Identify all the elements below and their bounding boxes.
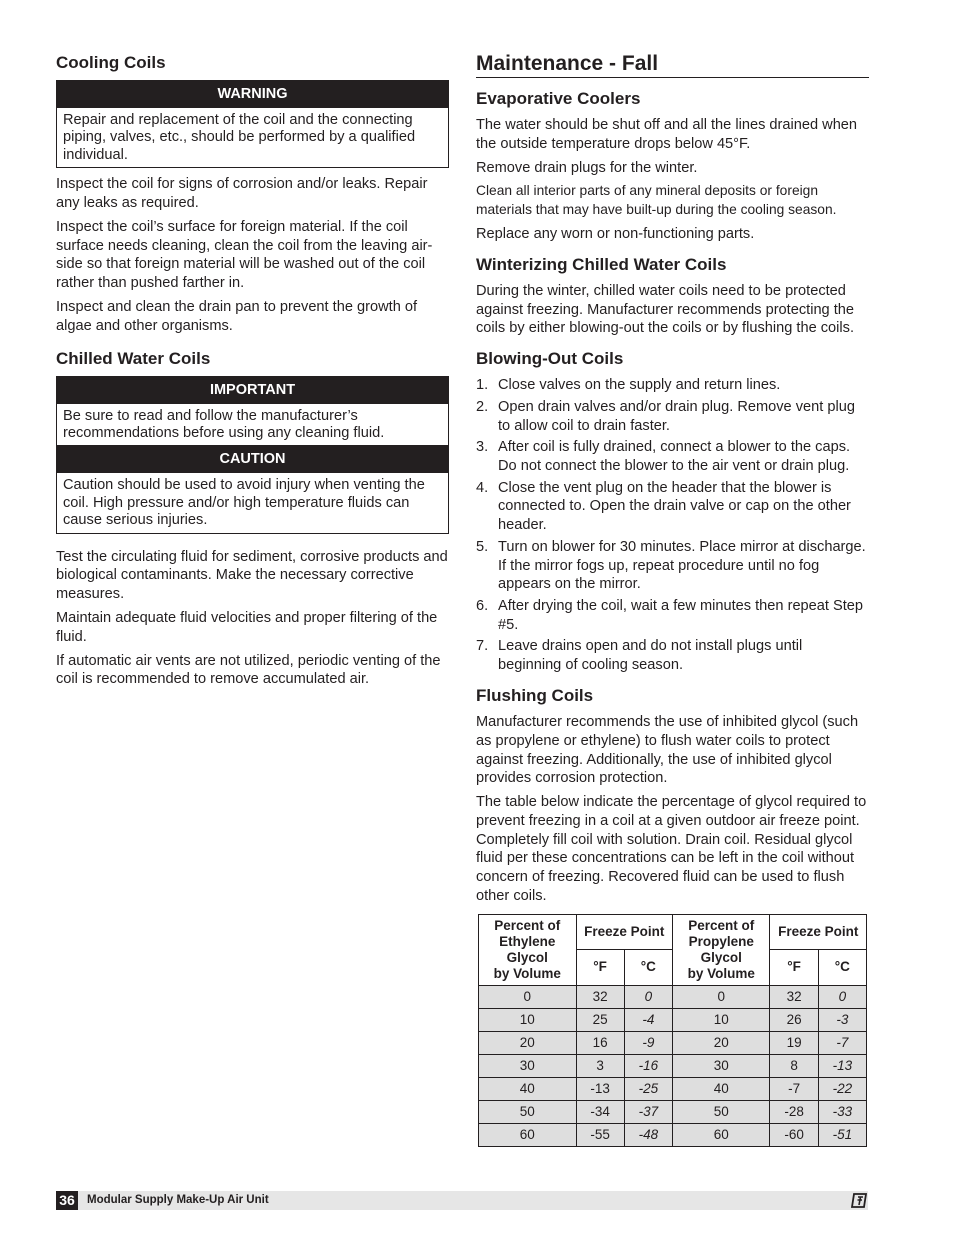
list-item xyxy=(476,538,869,594)
cooling-paragraph: Inspect and clean the drain pan to prevent the growth of algae and other organisms. xyxy=(56,299,418,334)
table-row xyxy=(479,1123,867,1146)
table-cell: 25 xyxy=(576,1008,624,1031)
step-text: Close the vent plug on the header that the blower is connected to. Open the drain valve or cap on the other header. xyxy=(498,479,851,534)
page-number: 36 xyxy=(56,1191,78,1210)
table-cell: -60 xyxy=(770,1123,818,1146)
table-cell: -55 xyxy=(576,1123,624,1146)
flushing-paragraph: The table below indicate the percentage of glycol required to prevent freezing in a coil at a given outdoor air freeze point. Completely fill coil with solution. Drain coil. Residual glycol fluid per these concentrations can be left in the coil without concern of freezing. Recovered fluid can be used to flush other coils. xyxy=(476,794,867,905)
freeze-point-header: Freeze Point xyxy=(770,914,867,949)
propylene-header xyxy=(672,914,770,985)
table-row xyxy=(479,1031,867,1054)
ethylene-header-line: by Volume xyxy=(493,965,561,981)
flushing-coils-heading: Flushing Coils xyxy=(476,685,594,705)
table-cell: -13 xyxy=(818,1054,866,1077)
table-cell: 40 xyxy=(672,1077,770,1100)
table-cell: 30 xyxy=(479,1054,577,1077)
table-cell: -7 xyxy=(770,1077,818,1100)
propylene-header-line: Propylene xyxy=(688,933,754,949)
table-cell: -33 xyxy=(818,1100,866,1123)
table-cell: 60 xyxy=(672,1123,770,1146)
evaporative-coolers-heading: Evaporative Coolers xyxy=(476,89,641,108)
table-row xyxy=(479,1054,867,1077)
right-column xyxy=(476,52,869,1147)
glycol-freeze-table xyxy=(478,914,867,1147)
ethylene-header xyxy=(479,914,577,985)
table-row xyxy=(479,1008,867,1031)
table-cell: 32 xyxy=(576,985,624,1008)
table-cell: 8 xyxy=(770,1054,818,1077)
propylene-header-line: by Volume xyxy=(687,965,755,981)
table-cell: -9 xyxy=(624,1031,672,1054)
table-cell: 0 xyxy=(624,985,672,1008)
chilled-paragraph: If automatic air vents are not utilized, periodic venting of the coil is recommended to remove accumulated air. xyxy=(56,652,441,688)
table-cell: -4 xyxy=(624,1008,672,1031)
page-footer xyxy=(56,1191,868,1210)
cooling-coils-heading: Cooling Coils xyxy=(56,53,166,72)
table-cell: 20 xyxy=(672,1031,770,1054)
warning-box xyxy=(56,80,449,168)
list-item xyxy=(476,479,869,535)
important-text: Be sure to read and follow the manufacturer’s recommendations before using any cleaning fluid. xyxy=(57,404,448,447)
evap-paragraph: Clean all interior parts of any mineral deposits or foreign materials that may have built-up during the cooling season. xyxy=(476,183,837,218)
list-item xyxy=(476,637,869,675)
warning-text: Repair and replacement of the coil and the connecting piping, valves, etc., should be performed by a qualified individual. xyxy=(63,112,416,163)
table-cell: 50 xyxy=(672,1100,770,1123)
table-cell: 20 xyxy=(479,1031,577,1054)
greenheck-logo-icon xyxy=(851,1192,868,1209)
table-cell: -25 xyxy=(624,1077,672,1100)
footer-title: Modular Supply Make-Up Air Unit xyxy=(87,1194,269,1206)
table-cell: -13 xyxy=(576,1077,624,1100)
step-text: Close valves on the supply and return lines. xyxy=(498,377,781,394)
freeze-point-header: Freeze Point xyxy=(576,914,672,949)
table-cell: 10 xyxy=(479,1008,577,1031)
step-number: 3. xyxy=(476,439,489,456)
table-cell: 19 xyxy=(770,1031,818,1054)
table-cell: 0 xyxy=(818,985,866,1008)
glycol-table-body xyxy=(479,985,867,1146)
list-item xyxy=(476,398,869,436)
table-cell: 40 xyxy=(479,1077,577,1100)
evap-paragraph: Replace any worn or non-functioning parts. xyxy=(476,225,755,242)
winterizing-heading: Winterizing Chilled Water Coils xyxy=(476,254,727,274)
step-number: 5. xyxy=(476,538,489,555)
table-cell: -16 xyxy=(624,1054,672,1077)
table-cell: 0 xyxy=(672,985,770,1008)
table-cell: -3 xyxy=(818,1008,866,1031)
winterizing-paragraph: During the winter, chilled water coils need to be protected against freezing. Manufacturer recommends protecting the coils by either blowing-out the coils or by flushing the coils. xyxy=(476,282,855,337)
table-cell: 10 xyxy=(672,1008,770,1031)
list-item xyxy=(476,376,869,395)
unit-f-header: °F xyxy=(576,949,624,985)
propylene-header-line: Glycol xyxy=(700,949,742,965)
warning-label: WARNING xyxy=(57,81,448,108)
chilled-paragraph: Test the circulating fluid for sediment, corrosive products and biological contaminants. Make the necessary corrective measures. xyxy=(56,548,448,603)
table-cell: -22 xyxy=(818,1077,866,1100)
ethylene-header-line: Ethylene xyxy=(499,933,556,949)
step-number: 6. xyxy=(476,597,489,614)
table-cell: -37 xyxy=(624,1100,672,1123)
unit-c-header: °C xyxy=(818,949,866,985)
table-row xyxy=(479,1100,867,1123)
step-text: Leave drains open and do not install plugs until beginning of cooling season. xyxy=(498,638,803,674)
unit-c-header: °C xyxy=(624,949,672,985)
list-item xyxy=(476,597,869,635)
page-title: Maintenance - Fall xyxy=(476,52,869,78)
important-label: IMPORTANT xyxy=(57,377,448,404)
cooling-paragraph: Inspect the coil for signs of corrosion and/or leaks. Repair any leaks as required. xyxy=(56,176,428,212)
evap-paragraph: The water should be shut off and all the lines drained when the outside temperature drops below 45°F. xyxy=(476,117,858,152)
step-number: 1. xyxy=(476,377,489,394)
step-text: Turn on blower for 30 minutes. Place mirror at discharge. If the mirror fogs up, repeat procedure until no fog appears on the mirror. xyxy=(498,538,866,593)
important-caution-box xyxy=(56,376,449,534)
evap-paragraph: Remove drain plugs for the winter. xyxy=(476,159,698,176)
table-cell: 3 xyxy=(576,1054,624,1077)
caution-text: Caution should be used to avoid injury when venting the coil. High pressure and/or high temperature fluids can cause serious injuries. xyxy=(63,477,425,529)
table-cell: 32 xyxy=(770,985,818,1008)
step-number: 4. xyxy=(476,479,489,496)
table-cell: -48 xyxy=(624,1123,672,1146)
blowing-out-coils-heading: Blowing-Out Coils xyxy=(476,349,624,369)
unit-f-header: °F xyxy=(770,949,818,985)
propylene-header-line: Percent of xyxy=(688,917,755,933)
step-text: Open drain valves and/or drain plug. Remove vent plug to allow coil to drain faster. xyxy=(498,398,855,434)
step-number: 2. xyxy=(476,398,489,415)
table-row xyxy=(479,1077,867,1100)
chilled-paragraph: Maintain adequate fluid velocities and proper filtering of the fluid. xyxy=(56,610,438,645)
table-cell: -28 xyxy=(770,1100,818,1123)
list-item xyxy=(476,438,869,476)
chilled-water-coils-heading: Chilled Water Coils xyxy=(56,348,211,368)
caution-label: CAUTION xyxy=(57,446,448,473)
table-cell: 26 xyxy=(770,1008,818,1031)
table-cell: 0 xyxy=(479,985,577,1008)
table-cell: -51 xyxy=(818,1123,866,1146)
ethylene-header-line: Percent of xyxy=(494,917,561,933)
step-number: 7. xyxy=(476,638,489,655)
left-column xyxy=(56,52,449,694)
table-cell: 30 xyxy=(672,1054,770,1077)
blowing-out-steps xyxy=(476,376,869,675)
cooling-paragraph: Inspect the coil’s surface for foreign material. If the coil surface needs cleaning, clean the coil from the leaving air-side so that foreign material will be washed out of the coil rather than pushed farther in. xyxy=(56,218,433,292)
step-text: After coil is fully drained, connect a blower to the caps. Do not connect the blower to the air vent or drain plug. xyxy=(498,439,851,474)
table-cell: -7 xyxy=(818,1031,866,1054)
table-cell: -34 xyxy=(576,1100,624,1123)
step-text: After drying the coil, wait a few minutes then repeat Step #5. xyxy=(498,597,864,633)
table-cell: 60 xyxy=(479,1123,577,1146)
table-cell: 50 xyxy=(479,1100,577,1123)
flushing-paragraph: Manufacturer recommends the use of inhibited glycol (such as propylene or ethylene) to flush water coils to protect against freezing. Additionally, the use of inhibited glycol provides corrosion protection. xyxy=(476,713,859,787)
table-row xyxy=(479,985,867,1008)
table-cell: 16 xyxy=(576,1031,624,1054)
ethylene-header-line: Glycol xyxy=(506,949,548,965)
